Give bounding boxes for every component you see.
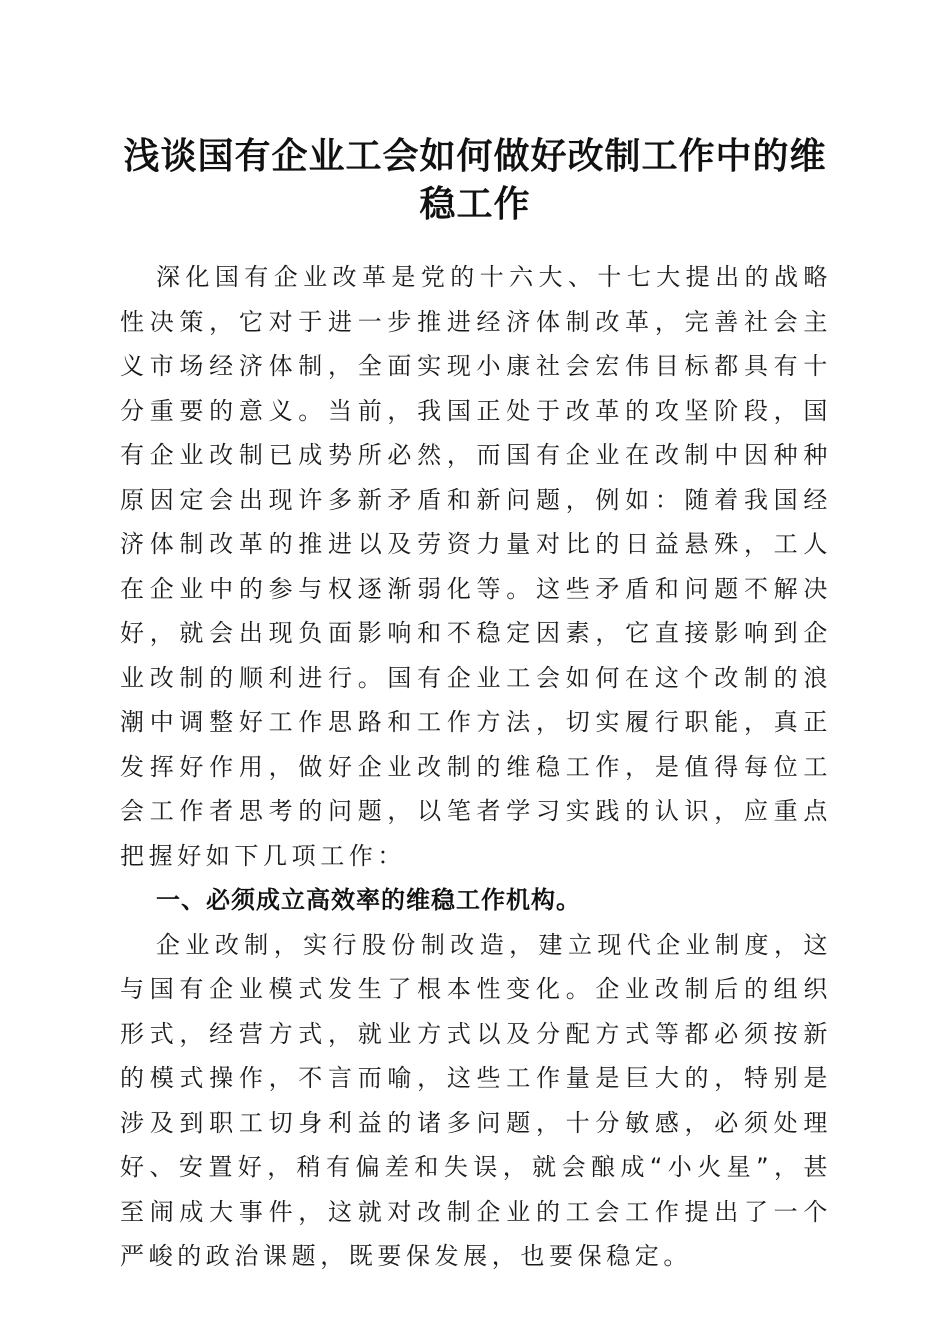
intro-paragraph: 深化国有企业改革是党的十六大、十七大提出的战略性决策，它对于进一步推进经济体制改革，完善社会主义市场经济体制，全面实现小康社会宏伟目标都具有十分重要的意义。当前，我国正处于改革的攻坚阶段，国有企业改制已成势所必然，而国有企业在改制中因种种原因定会出现许多新矛盾和新问题，例如：随着我国经济体制改革的推进以及劳资力量对比的日益悬殊，工人在企业中的参与权逐渐弱化等。这些矛盾和问题不解决好，就会出现负面影响和不稳定因素，它直接影响到企业改制的顺利进行。国有企业工会如何在这个改制的浪潮中调整好工作思路和工作方法，切实履行职能，真正发挥好作用，做好企业改制的维稳工作，是值得每位工会工作者思考的问题，以笔者学习实践的认识，应重点把握好如下几项工作： xyxy=(120,263,832,870)
document-title: 浅谈国有企业工会如何做好改制工作中的维稳工作 xyxy=(123,135,827,225)
section-1-heading: 一、必须成立高效率的维稳工作机构。 xyxy=(156,886,581,914)
document-body xyxy=(120,255,832,1279)
section-1-paragraph: 企业改制，实行股份制改造，建立现代企业制度，这与国有企业模式发生了根本性变化。企业改制后的组织形式，经营方式，就业方式以及分配方式等都必须按新的模式操作，不言而喻，这些工作量是巨大的，特别是涉及到职工切身利益的诸多问题，十分敏感，必须处理好、安置好，稍有偏差和失误，就会酿成“小火星”，甚至闹成大事件，这就对改制企业的工会工作提出了一个严峻的政治课题，既要保发展，也要保稳定。 xyxy=(120,930,832,1270)
